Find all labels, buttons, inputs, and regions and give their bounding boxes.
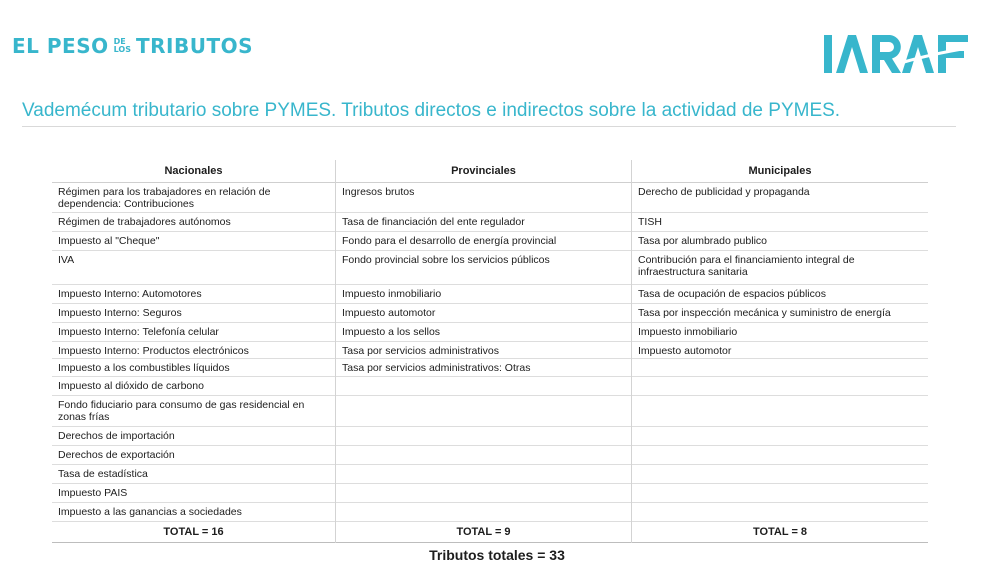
iaraf-logo xyxy=(822,30,972,78)
logo-small-de-los xyxy=(114,38,131,54)
table-cell xyxy=(336,503,631,522)
table-cell: Impuesto Interno: Seguros xyxy=(52,304,335,323)
table-cell: Derechos de importación xyxy=(52,427,335,446)
logo-word-los: LOS xyxy=(113,45,131,54)
title-divider xyxy=(22,126,956,127)
table-cell: Fondo para el desarrollo de energía provincial xyxy=(336,232,631,251)
logo-word-de: DE xyxy=(113,37,126,46)
table-cell: IVA xyxy=(52,251,335,285)
table-cell xyxy=(336,484,631,503)
tributes-table xyxy=(52,160,928,543)
column-total: TOTAL = 8 xyxy=(632,522,928,543)
column-header: Nacionales xyxy=(52,160,335,183)
el-peso-de-los-tributos-logo xyxy=(12,34,253,58)
logo-word-el-peso: EL PESO xyxy=(12,34,109,58)
grand-total: Tributos totales = 33 xyxy=(429,547,565,563)
column-header: Municipales xyxy=(632,160,928,183)
table-cell: Impuesto PAIS xyxy=(52,484,335,503)
table-cell: Tasa por servicios administrativos xyxy=(336,342,631,359)
column-nacionales xyxy=(52,160,335,543)
table-cell: TISH xyxy=(632,213,928,232)
table-cell: Fondo fiduciario para consumo de gas residencial en zonas frías xyxy=(52,396,335,427)
column-total: TOTAL = 9 xyxy=(336,522,631,543)
table-cell: Fondo provincial sobre los servicios públicos xyxy=(336,251,631,285)
table-cell: Impuesto a los sellos xyxy=(336,323,631,342)
table-cell: Régimen para los trabajadores en relación de dependencia: Contribuciones xyxy=(52,183,335,213)
column-header: Provinciales xyxy=(336,160,631,183)
table-cell xyxy=(336,465,631,484)
table-cell xyxy=(336,377,631,396)
column-municipales xyxy=(631,160,928,543)
table-cell: Impuesto al "Cheque" xyxy=(52,232,335,251)
table-cell xyxy=(632,359,928,377)
column-provinciales xyxy=(335,160,631,543)
table-cell: Derechos de exportación xyxy=(52,446,335,465)
table-cell: Impuesto Interno: Automotores xyxy=(52,285,335,304)
table-cell: Impuesto Interno: Productos electrónicos xyxy=(52,342,335,359)
table-cell: Impuesto a los combustibles líquidos xyxy=(52,359,335,377)
table-cell xyxy=(336,396,631,427)
table-cell xyxy=(336,427,631,446)
table-cell: Derecho de publicidad y propaganda xyxy=(632,183,928,213)
table-cell: Tasa por alumbrado publico xyxy=(632,232,928,251)
table-cell: Impuesto automotor xyxy=(336,304,631,323)
table-cell xyxy=(632,446,928,465)
table-cell: Contribución para el financiamiento integral de infraestructura sanitaria xyxy=(632,251,928,285)
table-cell: Impuesto Interno: Telefonía celular xyxy=(52,323,335,342)
table-cell: Impuesto al dióxido de carbono xyxy=(52,377,335,396)
column-total: TOTAL = 16 xyxy=(52,522,335,543)
table-cell: Tasa por inspección mecánica y suministro de energía xyxy=(632,304,928,323)
table-cell xyxy=(632,427,928,446)
table-cell xyxy=(632,503,928,522)
table-cell xyxy=(632,377,928,396)
table-cell xyxy=(632,465,928,484)
table-cell: Impuesto inmobiliario xyxy=(336,285,631,304)
logo-word-tributos: TRIBUTOS xyxy=(135,34,254,58)
table-cell xyxy=(632,484,928,503)
table-cell: Impuesto inmobiliario xyxy=(632,323,928,342)
table-cell: Ingresos brutos xyxy=(336,183,631,213)
table-cell: Tasa de financiación del ente regulador xyxy=(336,213,631,232)
table-cell xyxy=(336,446,631,465)
table-cell: Régimen de trabajadores autónomos xyxy=(52,213,335,232)
table-cell: Impuesto a las ganancias a sociedades xyxy=(52,503,335,522)
table-cell: Tasa de estadística xyxy=(52,465,335,484)
table-cell: Tasa de ocupación de espacios públicos xyxy=(632,285,928,304)
table-cell: Tasa por servicios administrativos: Otras xyxy=(336,359,631,377)
table-cell: Impuesto automotor xyxy=(632,342,928,359)
page-title: Vademécum tributario sobre PYMES. Tributos directos e indirectos sobre la actividad de PYMES. xyxy=(22,100,841,121)
table-cell xyxy=(632,396,928,427)
